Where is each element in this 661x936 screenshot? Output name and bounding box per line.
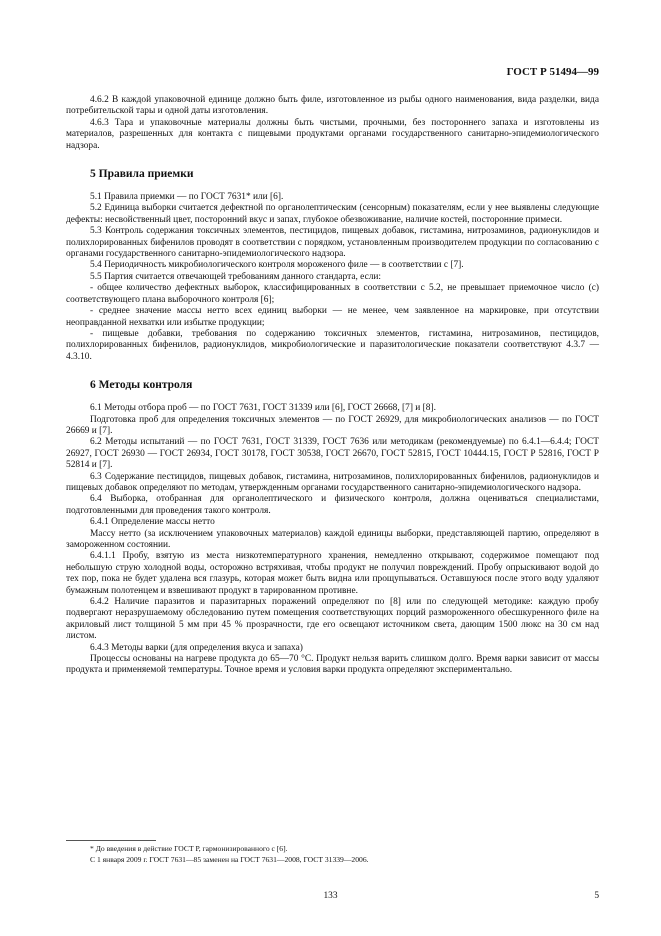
list-item: - среднее значение массы нетто всех единиц выборки — не менее, чем заявленное на маркировке, при отсутствии неоправданной нехватки или избытке продукции; [66,306,599,328]
paragraph-6-4-2: 6.4.2 Наличие паразитов и паразитарных поражений определяют по [8] или по следующей методике: каждую пробу подвергают неразрушаемому обследованию путем помещения соответствующих порций размороженного обесшкуренного филе на акриловый лист толщиной 5 мм при 45 % прозрачности, где его освещают источником света, дающим 1500 люкс на 30 см над листом. [66,597,599,642]
paragraph-6-4-3-process: Процессы основаны на нагреве продукта до 65—70 °С. Продукт нельзя варить слишком долго. Время варки зависит от массы продукта и применяемой температуры. Точное время и условия варки продукта определяют экспериментально. [66,654,599,676]
paragraph-6-3: 6.3 Содержание пестицидов, пищевых добавок, гистамина, нитрозаминов, полихлорированных бифенилов, радионуклидов и пищевых добавок определяют по методам, утвержденным органами государственного санитарно-эпидемиологического надзора. [66,471,599,493]
paragraph-6-4-1-mass: Массу нетто (за исключением упаковочных материалов) каждой единицы выборки, представляющей партию, определяют в замороженном состоянии. [66,528,599,550]
list-item: - пищевые добавки, требования по содержанию токсичных элементов, гистамина, нитрозаминов, пестицидов, полихлорированных бифенилов, радионуклидов, микробиологические и паразитологические показатели соответствуют 4.3.7 — 4.3.10. [66,328,599,362]
paragraph-6-4-1-1: 6.4.1.1 Пробу, взятую из места низкотемпературного хранения, немедленно открывают, содержимое помещают под небольшую струю холодной воды, осторожно встряхивая, чтобы продукт не получил повреждений. Пробу опрыскивают водой до тех пор, пока не будет удалена вся глазурь, которая может быть видна или прощупываться. Оставшуюся после этого воду удаляют бумажным полотенцем и взвешивают продукт в тарированном противне. [66,551,599,596]
paragraph-5-2: 5.2 Единица выборки считается дефектной по органолептическим (сенсорным) показателям, если у нее выявлены следующие дефекты: несвойственный цвет, посторонний вкус и запах, глубокое обезвоживание, наличие костей, посторонние примеси. [66,203,599,225]
paragraph-5-1: 5.1 Правила приемки — по ГОСТ 7631* или [6]. [90,192,284,203]
paragraph-6-4-3: 6.4.3 Методы варки (для определения вкуса и запаха) [90,642,303,653]
section-6-heading: 6 Методы контроля [90,379,193,392]
list-item: - общее количество дефектных выборок, классифицированных в соответствии с 5.2, не превышает приемочное число (c) соответствующего плана выборочного контроля [6]; [66,283,599,305]
paragraph-5-5: 5.5 Партия считается отвечающей требованиям данного стандарта, если: [90,271,382,282]
page-number: 133 [323,891,338,901]
paragraph-5-4: 5.4 Периодичность микробиологического контроля мороженого филе — в соответствии с [7]. [90,260,464,271]
paragraph-6-1-prep: Подготовка проб для определения токсичных элементов — по ГОСТ 26929, для микробиологических анализов — по ГОСТ 26669 и [7]. [66,414,599,436]
footnote: С 1 января 2009 г. ГОСТ 7631—85 заменен на ГОСТ 7631—2008, ГОСТ 31339—2006. [90,855,369,864]
footnotes [66,843,599,865]
paragraph-6-2: 6.2 Методы испытаний — по ГОСТ 7631, ГОСТ 31339, ГОСТ 7636 или методикам (рекомендуемые) по 6.4.1—6.4.4; ГОСТ 26927, ГОСТ 26930 — ГОСТ 26934, ГОСТ 30178, ГОСТ 30538, ГОСТ 26670, ГОСТ 52815, ГОСТ 10444.15, ГОСТ Р 52816, ГОСТ Р 52814 и [7]. [66,437,599,471]
footnote-divider [66,840,156,841]
paragraph-4-6-2: 4.6.2 В каждой упаковочной единице должно быть филе, изготовленное из рыбы одного наименования, вида разделки, вида потребительской тары и одной даты изготовления. [66,95,599,117]
page-header: ГОСТ Р 51494—99 [506,66,599,78]
footnote: * До введения в действие ГОСТ Р, гармонизированного с [6]. [90,844,288,853]
paragraph-6-1: 6.1 Методы отбора проб — по ГОСТ 7631, ГОСТ 31339 или [6], ГОСТ 26668, [7] и [8]. [90,403,436,414]
section-5-heading: 5 Правила приемки [90,168,194,181]
paragraph-6-4-1: 6.4.1 Определение массы нетто [90,517,215,528]
paragraph-5-3: 5.3 Контроль содержания токсичных элементов, пестицидов, пищевых добавок, гистамина, нитрозаминов, радионуклидов и полихлорированных бифенилов проводят в соответствии с порядком, установленным производителем продукции по согласованию с органами государственного санитарно-эпидемиологического надзора. [66,226,599,260]
paragraph-6-4: 6.4 Выборка, отобранная для органолептического и физического контроля, должна оцениваться специалистами, подготовленными для проведения такого контроля. [66,494,599,516]
page-number-right: 5 [594,891,599,901]
page-content [66,95,599,677]
paragraph-4-6-3: 4.6.3 Тара и упаковочные материалы должны быть чистыми, прочными, без постороннего запаха и изготовлены из материалов, разрешенных для контакта с пищевыми продуктами органами государственного санитарно-эпидемиологического надзора. [66,117,599,151]
